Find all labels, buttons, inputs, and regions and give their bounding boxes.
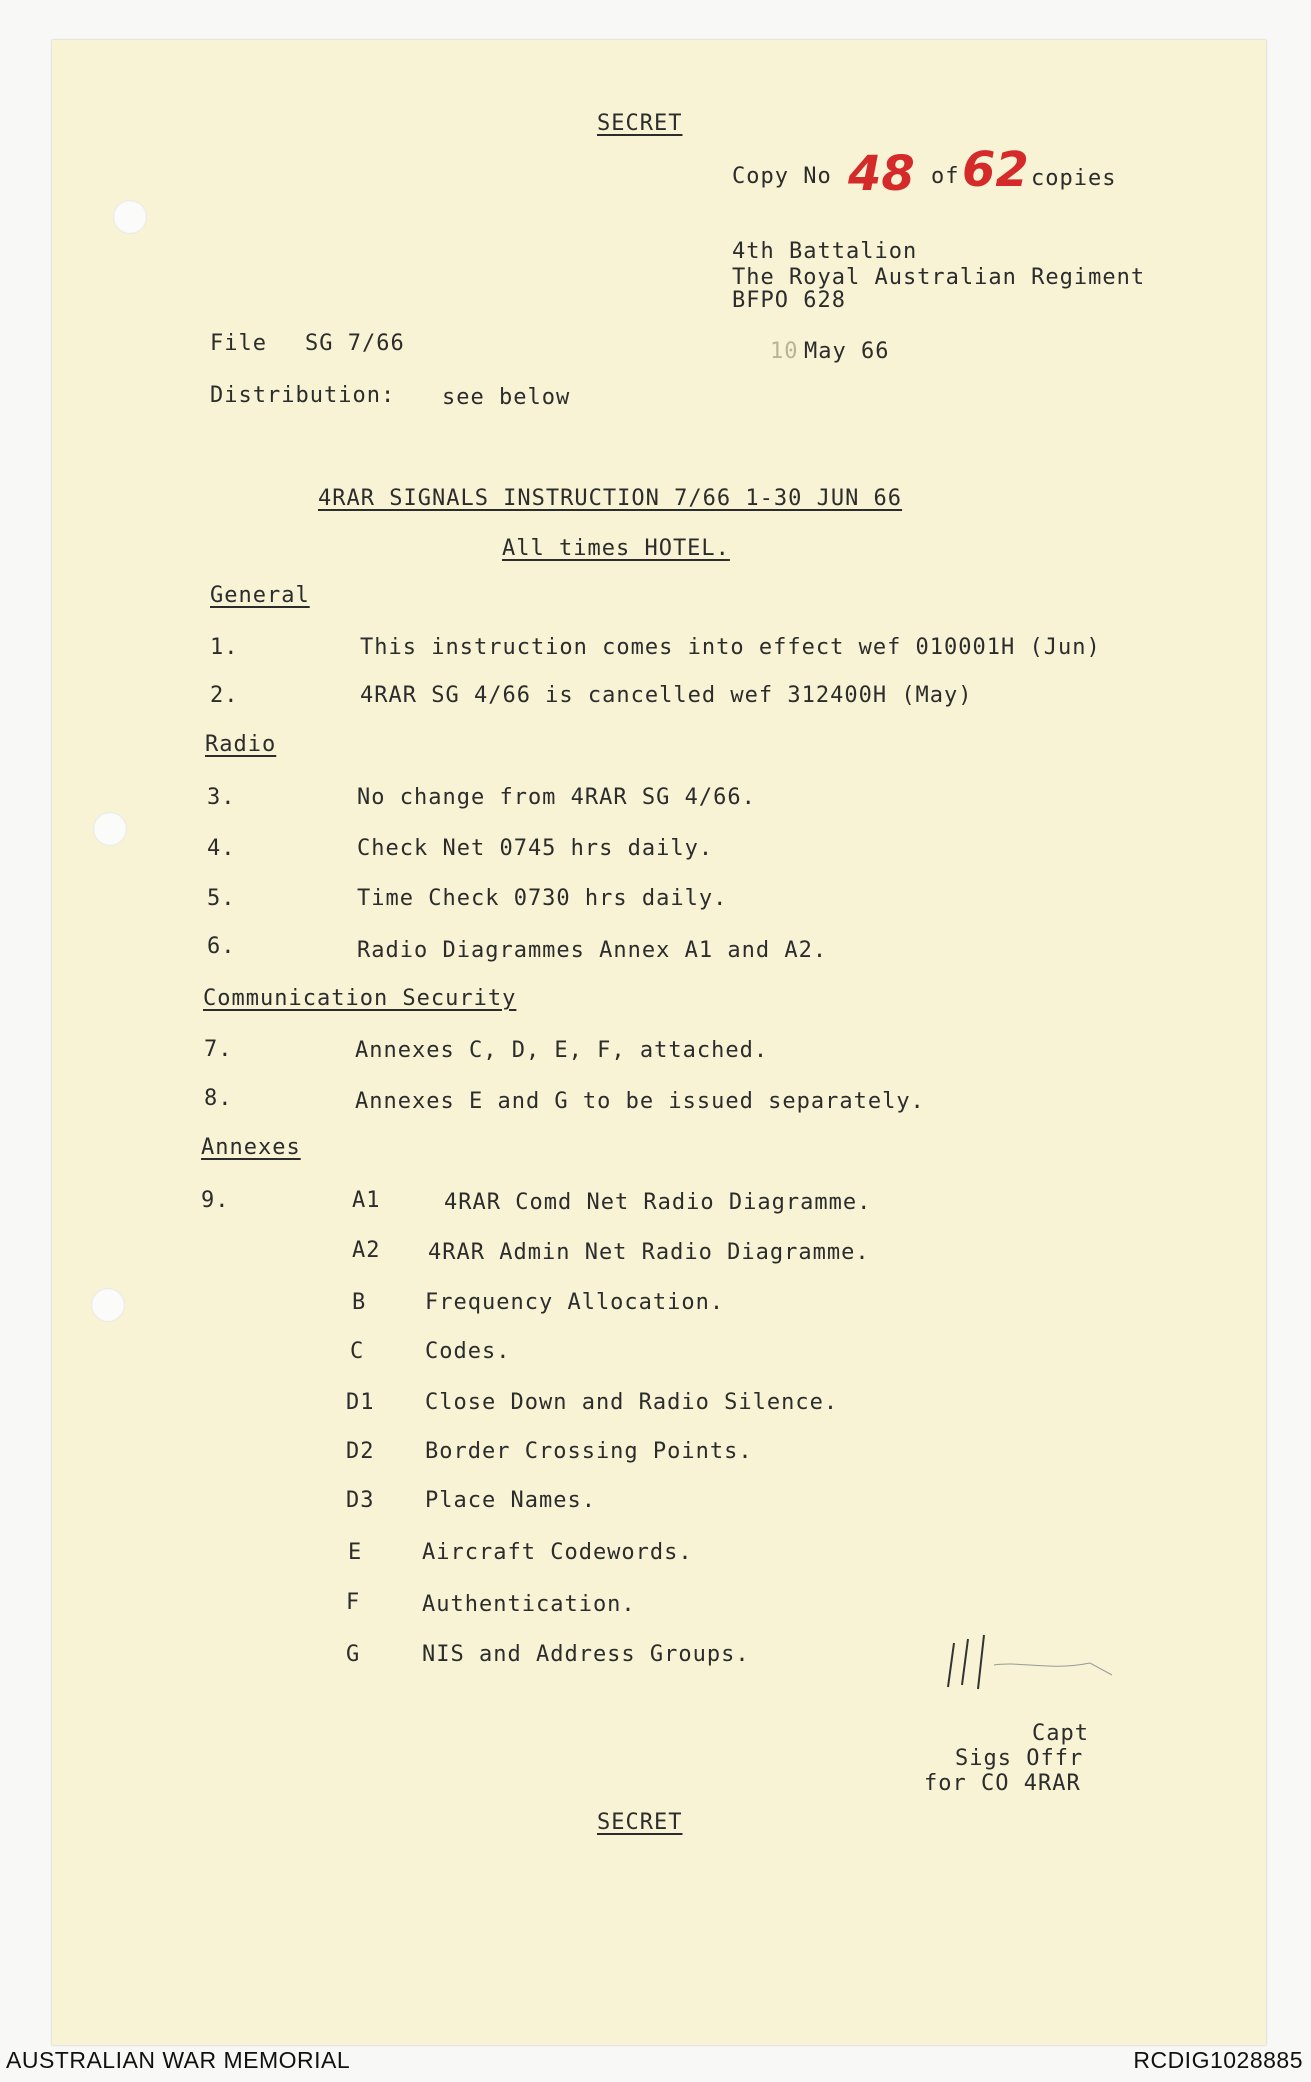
para-number: 7. bbox=[204, 1037, 233, 1062]
unit-line-2: The Royal Australian Regiment bbox=[732, 265, 1146, 290]
section-heading-comsec: Communication Security bbox=[203, 986, 517, 1011]
annex-desc: 4RAR Comd Net Radio Diagramme. bbox=[444, 1190, 872, 1215]
para-number: 6. bbox=[207, 934, 236, 959]
para-text: This instruction comes into effect wef 010001H (Jun) bbox=[360, 635, 1101, 660]
annex-desc: NIS and Address Groups. bbox=[422, 1642, 750, 1667]
total-copies: 62 bbox=[962, 142, 1029, 198]
punch-hole bbox=[91, 1288, 125, 1322]
unit-line-1: 4th Battalion bbox=[732, 239, 918, 264]
annex-desc: Place Names. bbox=[425, 1488, 596, 1513]
annex-desc: Frequency Allocation. bbox=[425, 1290, 725, 1315]
footer-institution: AUSTRALIAN WAR MEMORIAL bbox=[6, 2047, 351, 2073]
section-heading-radio: Radio bbox=[205, 732, 277, 757]
para-number: 8. bbox=[204, 1086, 233, 1111]
annex-code: C bbox=[350, 1339, 365, 1364]
annex-code: E bbox=[348, 1540, 363, 1565]
distribution-value: see below bbox=[442, 385, 571, 410]
annex-code: D2 bbox=[346, 1439, 375, 1464]
para-text: 4RAR SG 4/66 is cancelled wef 312400H (May) bbox=[360, 683, 973, 708]
annex-desc: Aircraft Codewords. bbox=[422, 1540, 693, 1565]
signatory-rank: Capt bbox=[1032, 1721, 1089, 1746]
date: May 66 bbox=[804, 339, 890, 364]
footer-record-id: RCDIG1028885 bbox=[1133, 2047, 1303, 2073]
punch-hole bbox=[93, 812, 127, 846]
para-text: Check Net 0745 hrs daily. bbox=[357, 836, 714, 861]
para-text: Annexes C, D, E, F, attached. bbox=[355, 1038, 769, 1063]
para-text: Annexes E and G to be issued separately. bbox=[355, 1089, 925, 1114]
annex-code: A2 bbox=[352, 1238, 381, 1263]
annex-desc: 4RAR Admin Net Radio Diagramme. bbox=[428, 1240, 870, 1265]
date-day-stamp: 10 bbox=[770, 339, 799, 364]
annex-desc: Codes. bbox=[425, 1339, 511, 1364]
file-ref: SG 7/66 bbox=[305, 331, 405, 356]
section-heading-general: General bbox=[210, 583, 310, 608]
para-number: 4. bbox=[207, 836, 236, 861]
annex-code: B bbox=[352, 1290, 367, 1315]
classification-top: SECRET bbox=[597, 111, 683, 136]
distribution-label: Distribution: bbox=[210, 383, 396, 408]
annex-code: G bbox=[346, 1642, 361, 1667]
annex-desc: Close Down and Radio Silence. bbox=[425, 1390, 839, 1415]
annex-desc: Authentication. bbox=[422, 1592, 636, 1617]
times-zone-note: All times HOTEL. bbox=[502, 536, 730, 561]
handwritten-signature bbox=[940, 1625, 1120, 1695]
para-number: 3. bbox=[207, 785, 236, 810]
signatory-for-line: for CO 4RAR bbox=[924, 1771, 1081, 1796]
section-heading-annexes: Annexes bbox=[201, 1135, 301, 1160]
copy-label: Copy No bbox=[732, 164, 832, 189]
para-number: 2. bbox=[210, 683, 239, 708]
annex-code: D3 bbox=[346, 1488, 375, 1513]
annex-code: F bbox=[346, 1590, 361, 1615]
para-number: 9. bbox=[201, 1188, 230, 1213]
signatory-appointment: Sigs Offr bbox=[955, 1746, 1084, 1771]
annex-desc: Border Crossing Points. bbox=[425, 1439, 753, 1464]
copies-label: copies bbox=[1031, 166, 1117, 191]
para-text: Radio Diagrammes Annex A1 and A2. bbox=[357, 938, 828, 963]
unit-line-3: BFPO 628 bbox=[732, 288, 846, 313]
punch-hole bbox=[113, 200, 147, 234]
annex-code: A1 bbox=[352, 1188, 381, 1213]
para-text: No change from 4RAR SG 4/66. bbox=[357, 785, 756, 810]
para-number: 1. bbox=[210, 635, 239, 660]
instruction-title: 4RAR SIGNALS INSTRUCTION 7/66 1-30 JUN 66 bbox=[318, 486, 903, 511]
classification-bottom: SECRET bbox=[597, 1810, 683, 1835]
para-text: Time Check 0730 hrs daily. bbox=[357, 886, 728, 911]
annex-code: D1 bbox=[346, 1390, 375, 1415]
of-label: of bbox=[931, 164, 960, 189]
file-label: File bbox=[210, 331, 267, 356]
copy-number: 48 bbox=[848, 146, 915, 202]
para-number: 5. bbox=[207, 886, 236, 911]
